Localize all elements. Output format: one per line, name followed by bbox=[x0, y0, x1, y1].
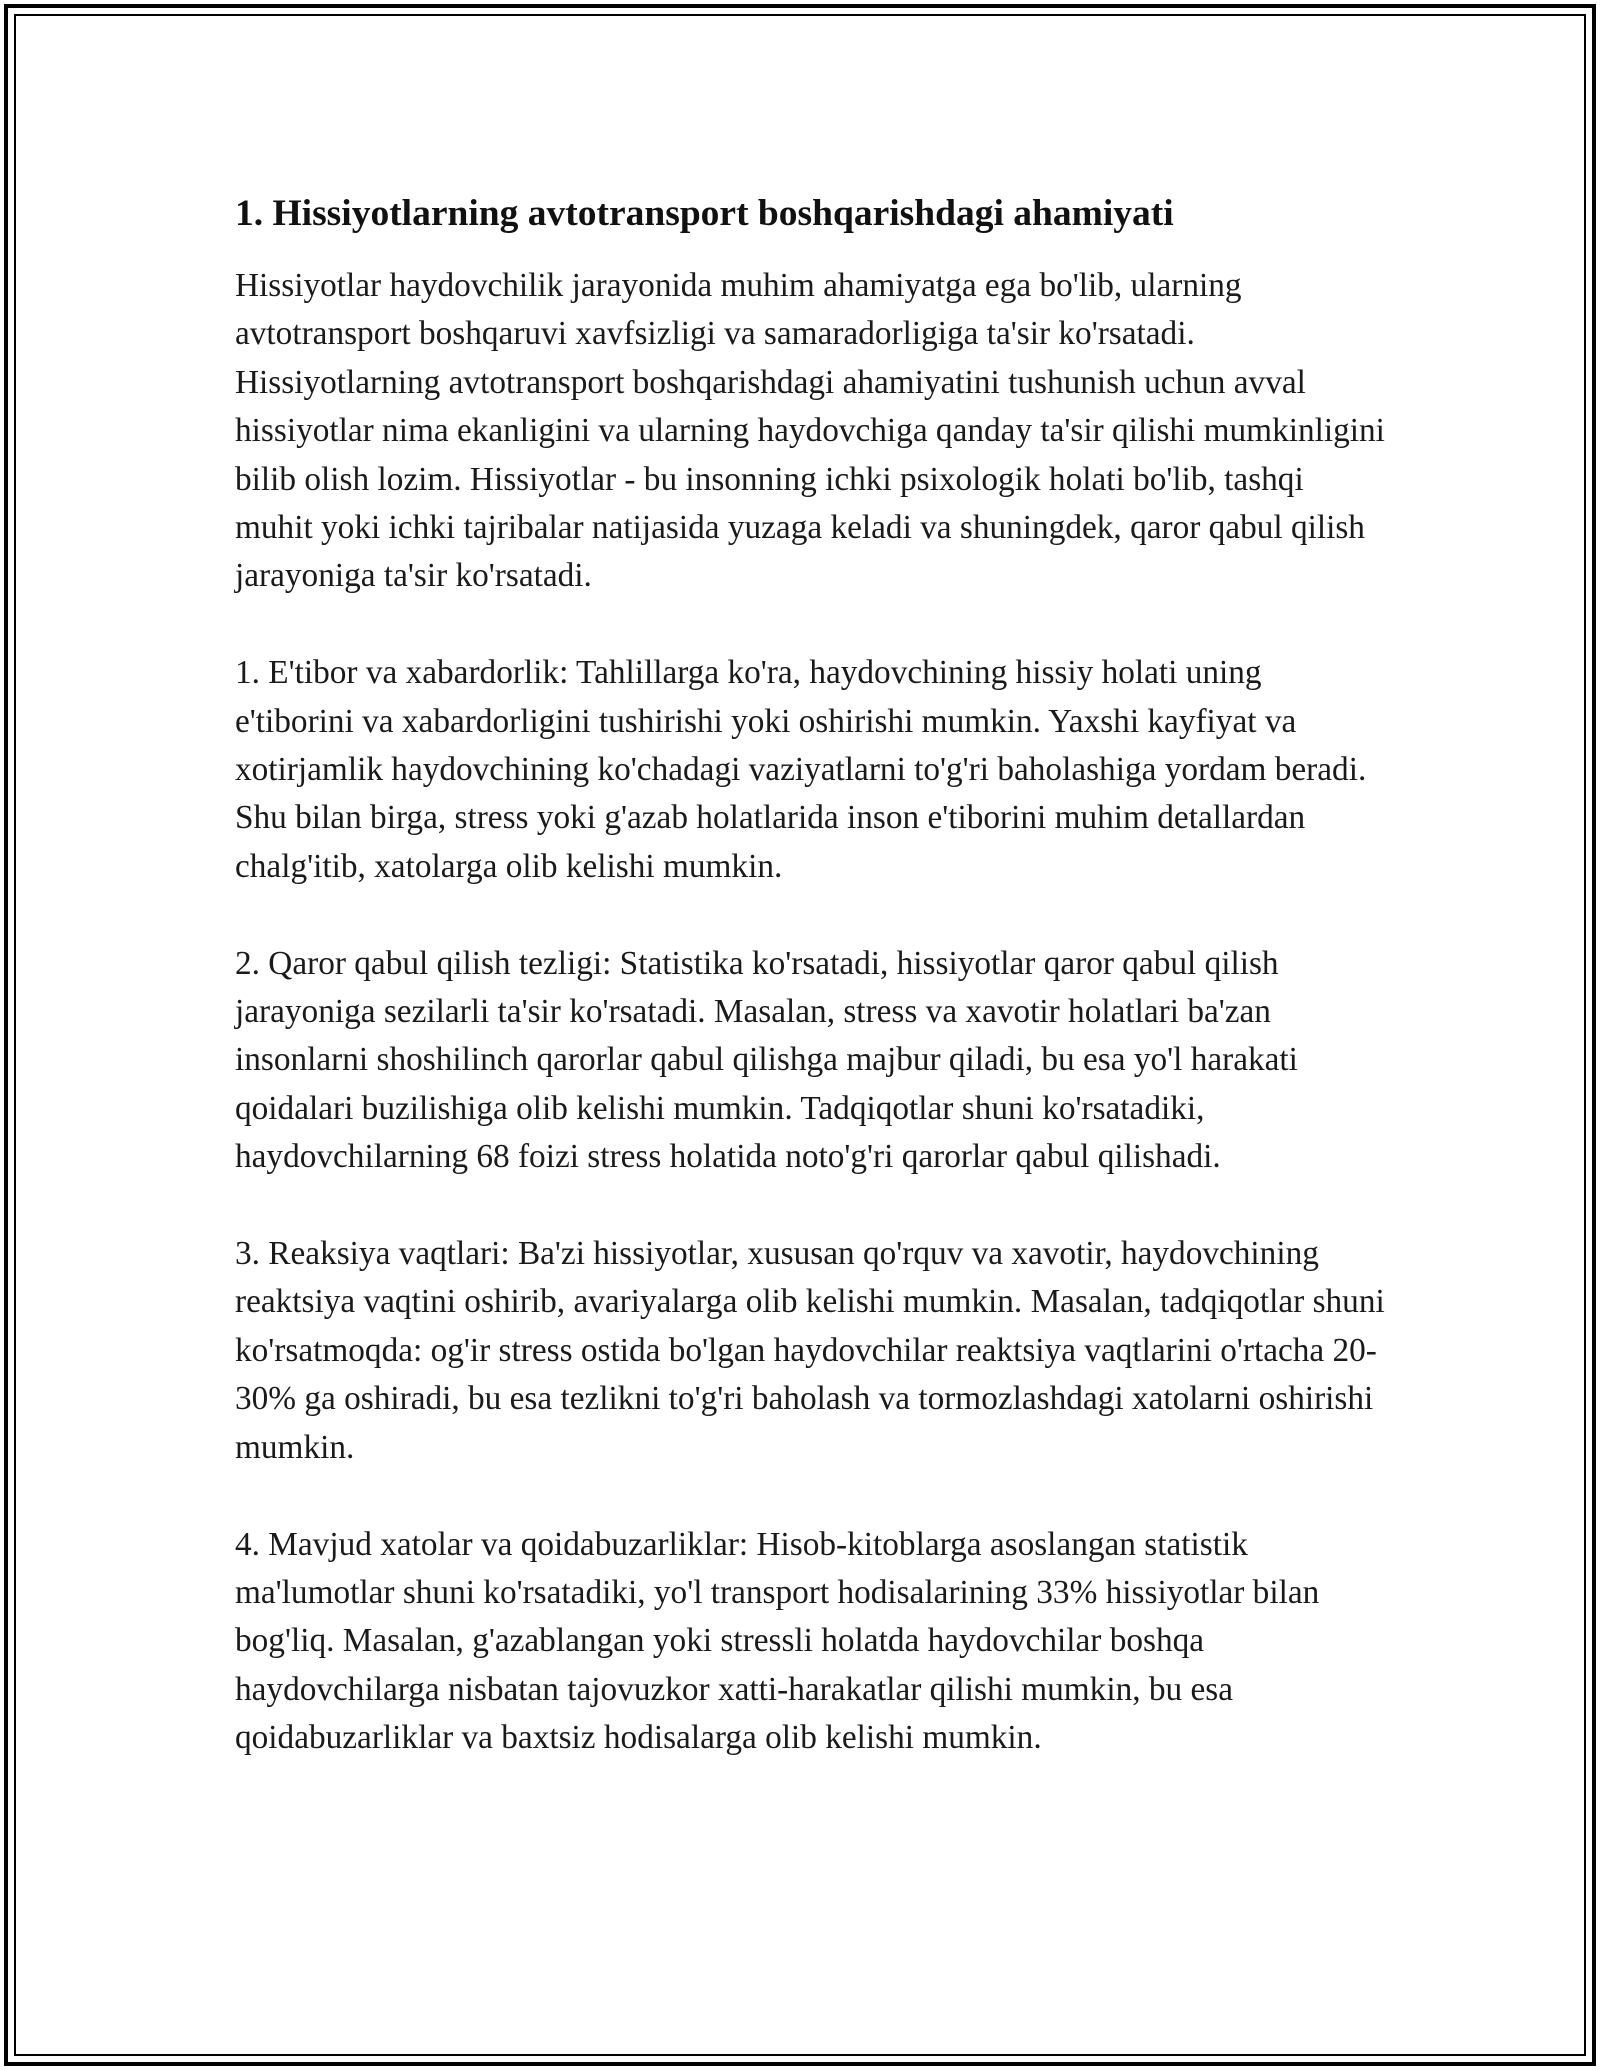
point-attention-paragraph: 1. E'tibor va xabardorlik: Tahlillarga ko'ra, haydovchining hissiy holati uning e'tiborini va xabardorligini tushirishi yoki oshirishi mumkin. Yaxshi kayfiyat va xotirjamlik haydovchining ko'chadagi vaziyatlarni to'g'ri baholashiga yordam beradi. Shu bilan birga, stress yoki g'azab holatlarida inson e'tiborini muhim detallardan chalg'itib, xatolarga olib kelishi mumkin. bbox=[235, 654, 1367, 885]
point-reaction-time-paragraph: 3. Reaksiya vaqtlari: Ba'zi hissiyotlar, xususan qo'rquv va xavotir, haydovchining reaktsiya vaqtini oshirib, avariyalarga olib kelishi mumkin. Masalan, tadqiqotlar shuni ko'rsatmoqda: og'ir stress ostida bo'lgan haydovchilar reaktsiya vaqtlarini o'rtacha 20-30% ga oshiradi, bu esa tezlikni to'g'ri baholash va tormozlashdagi xatolarni oshirishi mumkin. bbox=[235, 1235, 1385, 1466]
point-errors-violations-paragraph: 4. Mavjud xatolar va qoidabuzarliklar: Hisob-kitoblarga asoslangan statistik ma'lumotlar shuni ko'rsatadiki, yo'l transport hodisalarining 33% hissiyotlar bilan bog'liq. Masalan, g'azablangan yoki stressli holatda haydovchilar boshqa haydovchilarga nisbatan tajovuzkor xatti-harakatlar qilishi mumkin, bu esa qoidabuzarliklar va baxtsiz hodisalarga olib kelishi mumkin. bbox=[235, 1525, 1320, 1757]
point-decision-speed-paragraph: 2. Qaror qabul qilish tezligi: Statistika ko'rsatadi, hissiyotlar qaror qabul qilish jarayoniga sezilarli ta'sir ko'rsatadi. Masalan, stress va xavotir holatlari ba'zan insonlarni shoshilinch qarorlar qabul qilishga majbur qiladi, bu esa yo'l harakati qoidalari buzilishiga olib kelishi mumkin. Tadqiqotlar shuni ko'rsatadiki, haydovchilarning 68 foizi stress holatida noto'g'ri qarorlar qabul qilishadi. bbox=[235, 944, 1298, 1176]
document-body bbox=[235, 190, 1385, 1811]
intro-paragraph: Hissiyotlar haydovchilik jarayonida muhim ahamiyatga ega bo'lib, ularning avtotransport boshqaruvi xavfsizligi va samaradorligiga ta'sir ko'rsatadi. Hissiyotlarning avtotransport boshqarishdagi ahamiyatini tushunish uchun avval hissiyotlar nima ekanligini va ularning haydovchiga qanday ta'sir qilishi mumkinligini bilib olish lozim. Hissiyotlar - bu insonning ichki psixologik holati bo'lib, tashqi muhit yoki ichki tajribalar natijasida yuzaga keladi va shuningdek, qaror qabul qilish jarayoniga ta'sir ko'rsatadi. bbox=[235, 267, 1385, 595]
section-heading: 1. Hissiyotlarning avtotransport boshqarishdagi ahamiyati bbox=[235, 193, 1174, 234]
